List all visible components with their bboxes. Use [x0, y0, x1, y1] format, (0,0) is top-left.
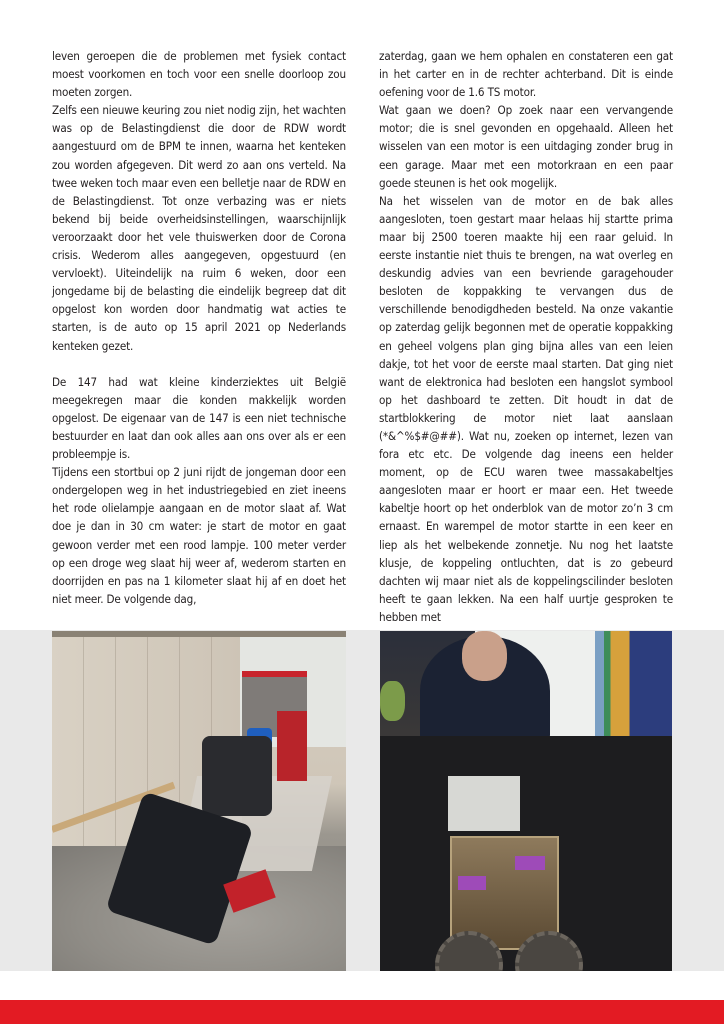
paragraph: De 147 had wat kleine kinderziektes uit België meegekregen maar die konden makkelijk worden opgelost. De eigenaar van de 147 is een niet technische bestuurder en laat dan ook alles aan ons over als er een probleempje is.: [52, 374, 346, 462]
paragraph: Na het wisselen van de motor en de bak alles aangesloten, toen gestart maar helaas hij startte prima maar bij 2500 toeren maakte hij een raar geluid. In eerste instantie niet thuis te brengen, na wat overleg en deskundig advies van een bevriende garagehouder besloten de koppakking te vervangen dus de verschillende benodigdheden besteld. Na onze vakantie op zaterdag gelijk begonnen met de operatie koppakking en geheel volgens plan ging bijna alles van een leien dakje, tot het voor de eerste maal starten. Dat ging niet want de elektronica had besloten een hangslot symbool op het dashboard te zetten. Dit houdt in dat de startblokkering de motor niet laat aanslaan (*&^%$#@##). Wat nu, zoeken op internet, lezen van fora etc etc. De volgende dag ineens een helder moment, op de ECU waren twee massakabeltjes aangesloten maar er hoort er maar een. Het tweede kabeltje hoort op het onderblok van de motor zo’n 3 cm ernaast. En warempel de motor startte in een keer en liep als het welbekende zonnetje. Nu nog het laatste klusje, de koppeling ontluchten, dat is zo gebeurd dachten wij maar niet als de koppelingscilinder besloten heeft te gaan lekken. Na een half uurtje gesproken te hebben met: [379, 193, 673, 624]
photo-battery: [448, 776, 520, 831]
article-column-left: [52, 47, 346, 608]
footer-bar: [0, 1000, 724, 1024]
paragraph: zaterdag, gaan we hem ophalen en constateren een gat in het carter en in de rechter achterband. Dit is einde oefening voor de 1.6 TS motor.: [379, 49, 673, 100]
photo-engine-bay-work: [380, 631, 672, 971]
paragraph: Zelfs een nieuwe keuring zou niet nodig zijn, het wachten was op de Belastingdienst die door de RDW wordt aangestuurd om de BPM te innen, waarna het kenteken zou worden afgegeven. Dit werd zo aan ons verteld. Na twee weken toch maar even een belletje naar de RDW en de Belastingdienst. Tot onze verbazing was er niets bekend bij beide overheidsinstellingen, waarschijnlijk veroorzaakt door het vele thuiswerken door de Corona crisis. Wederom alles aangegeven, opgestuurd (en vervloekt). Uiteindelijk na ruim 6 weken, door een jongedame bij de belasting die eindelijk begreep dat dit opgelost kon worden door handmatig wat acties te starten, is de auto op 15 april 2021 op Nederlands kenteken gezet.: [52, 103, 346, 353]
photo-engine-crane: [277, 711, 307, 781]
photo-mechanic-head: [462, 631, 507, 681]
paragraph: Wat gaan we doen? Op zoek naar een vervangende motor; die is snel gevonden en opgehaald. Alleen het wisselen van een motor is een uitdaging zonder brug in een garage. Maar met een motorkraan en een paar goede steunen is het ook mogelijk.: [379, 103, 673, 190]
photo-cam-lock-tool: [515, 856, 545, 870]
photo-engines-in-garage: [52, 631, 346, 971]
photo-plant: [380, 681, 405, 721]
photo-engine-middle: [202, 736, 272, 816]
paragraph: leven geroepen die de problemen met fysiek contact moest voorkomen en toch voor een snelle doorloop zou moeten zorgen.: [52, 49, 346, 100]
article-column-right: [379, 47, 673, 626]
paragraph: Tijdens een stortbui op 2 juni rijdt de jongeman door een ondergelopen weg in het industriegebied en ziet ineens het rode olielampje aangaan en de motor slaat af. Wat doe je dan in 30 cm water: je start de motor en gaat gewoon verder met een rood lampje. 100 meter verder op een droge weg slaat hij weer af, wederom starten en doorrijden en pas na 1 kilometer slaat hij af en doet het niet meer. De volgende dag,: [52, 465, 346, 606]
photo-cam-lock-tool: [458, 876, 486, 890]
